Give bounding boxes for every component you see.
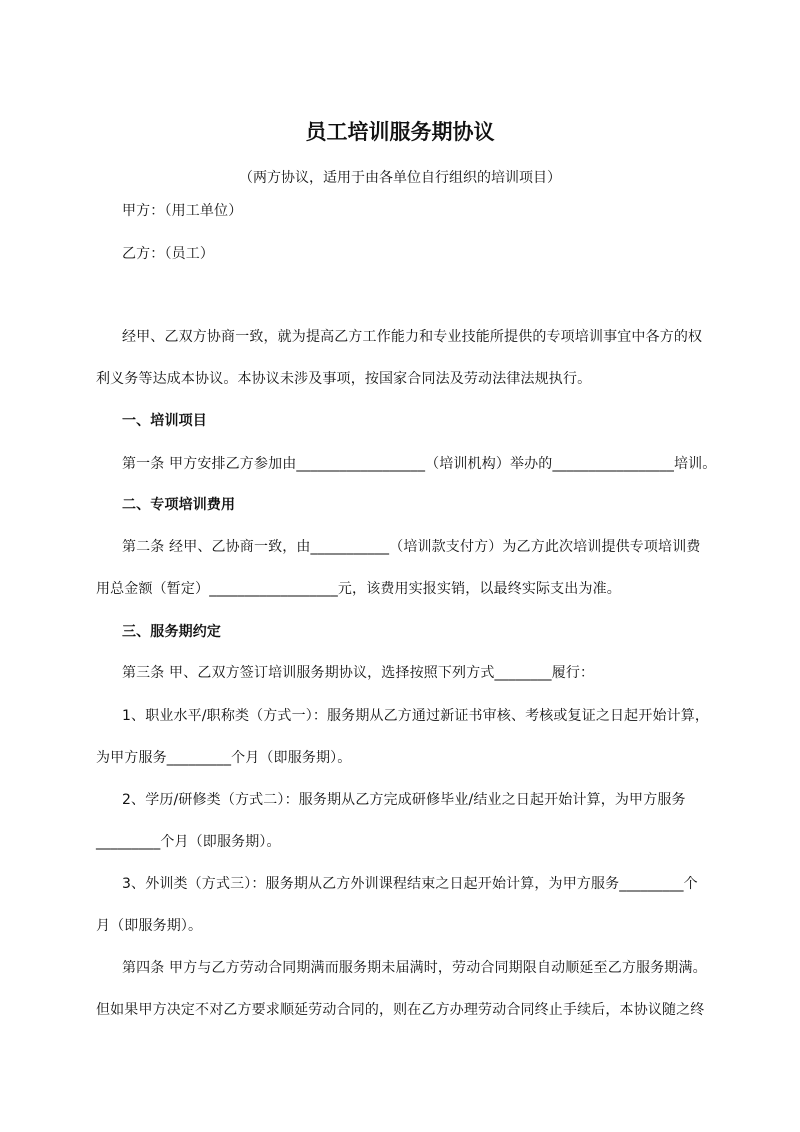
method-3-line-2: 月（即服务期）。 bbox=[96, 918, 203, 934]
section-heading-training-fees: 二、专项培训费用 bbox=[122, 497, 236, 513]
article-3-text: 第三条 甲、乙双方签订培训服务期协议，选择按照下列方式________履行： bbox=[122, 665, 595, 681]
party-a-line: 甲方：（用工单位） bbox=[122, 203, 243, 219]
document-title: 员工培训服务期协议 bbox=[305, 119, 495, 144]
intro-paragraph-line-1: 经甲、乙双方协商一致，就为提高乙方工作能力和专业技能所提供的专项培训事宜中各方的权 bbox=[122, 329, 703, 345]
section-heading-service-period: 三、服务期约定 bbox=[122, 624, 222, 640]
intro-paragraph-line-2: 利义务等达成本协议。本协议未涉及事项，按国家合同法及劳动法律法规执行。 bbox=[96, 371, 592, 387]
section-heading-training-project: 一、培训项目 bbox=[122, 413, 207, 429]
method-1-line-2: 为甲方服务_________个月（即服务期）。 bbox=[96, 750, 352, 766]
article-2-line-2: 用总金额（暂定）__________________元，该费用实报实销，以最终实际支出为准。 bbox=[96, 581, 621, 597]
article-2-line-1: 第二条 经甲、乙协商一致，由___________（培训款支付方）为乙方此次培训提供专项培训费 bbox=[122, 539, 701, 555]
party-b-line: 乙方：（员工） bbox=[122, 246, 215, 262]
document-subtitle: （两方协议，适用于由各单位自行组织的培训项目） bbox=[239, 170, 561, 186]
method-2-line-1: 2、学历/研修类（方式二）：服务期从乙方完成研修毕业/结业之日起开始计算，为甲方服务 bbox=[122, 792, 686, 808]
method-1-line-1: 1、职业水平/职称类（方式一）：服务期从乙方通过新证书审核、考核或复证之日起开始计算， bbox=[122, 708, 710, 724]
article-1-text: 第一条 甲方安排乙方参加由__________________（培训机构）举办的_________________培训。 bbox=[122, 456, 717, 472]
article-4-line-1: 第四条 甲方与乙方劳动合同期满而服务期未届满时，劳动合同期限自动顺延至乙方服务期满。 bbox=[122, 960, 707, 976]
method-2-line-2: _________个月（即服务期）。 bbox=[96, 834, 281, 850]
method-3-line-1: 3、外训类（方式三）：服务期从乙方外训课程结束之日起开始计算，为甲方服务_________个 bbox=[122, 876, 698, 892]
article-4-line-2: 但如果甲方决定不对乙方要求顺延劳动合同的，则在乙方办理劳动合同终止手续后，本协议随之终 bbox=[96, 1002, 705, 1018]
